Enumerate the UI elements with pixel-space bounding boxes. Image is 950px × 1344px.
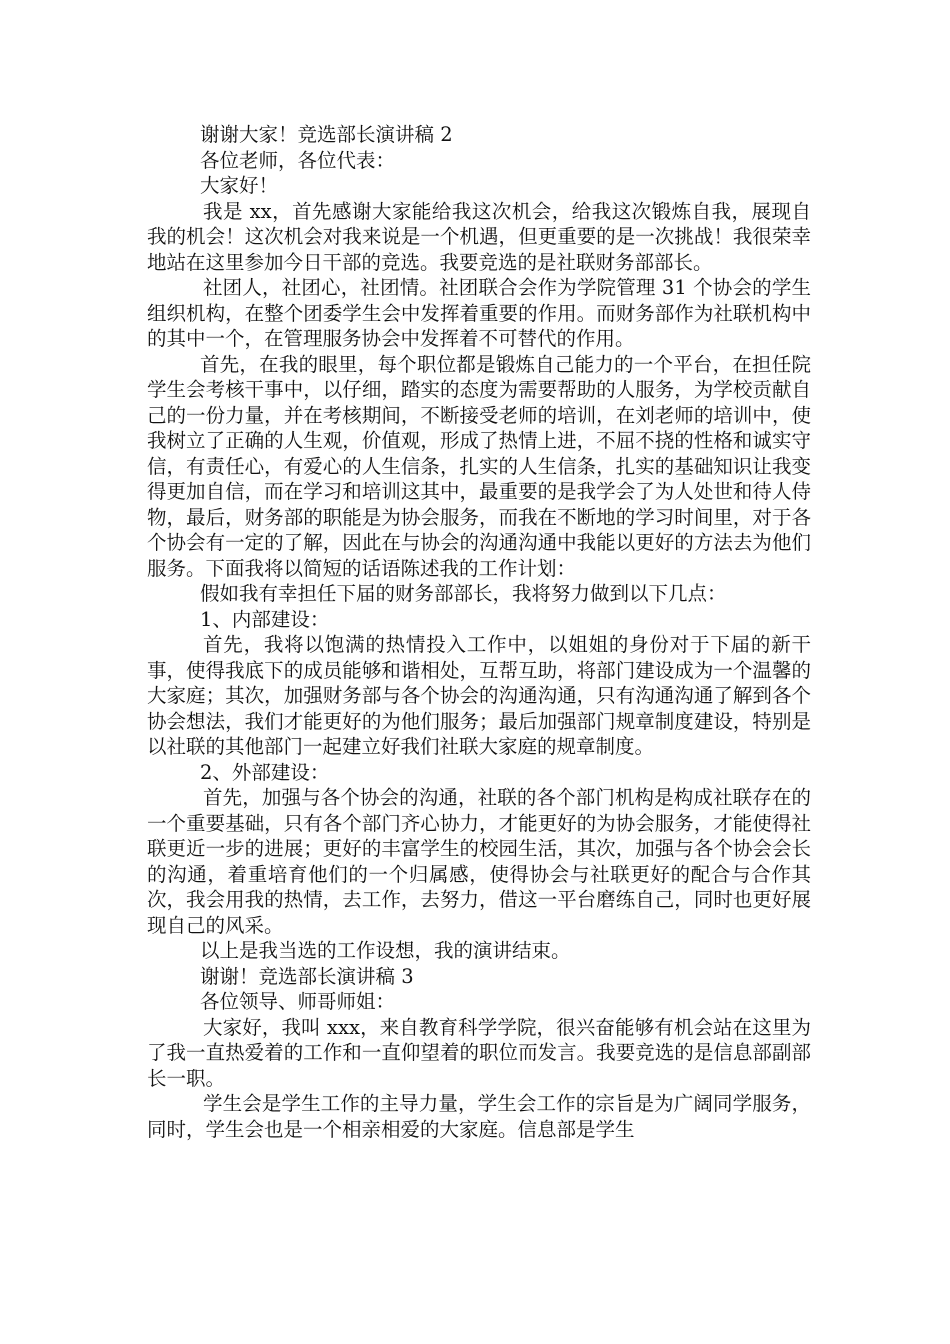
speech-3-title: 谢谢！竞选部长演讲稿 3: [200, 964, 414, 988]
heading-internal: 1、内部建设：: [200, 607, 330, 631]
greeting: 大家好！: [200, 174, 279, 197]
paragraph-plan-intro: 假如我有幸担任下届的财务部部长，我将努力做到以下几点：: [200, 582, 727, 605]
salutation-leaders: 各位领导、师哥师姐：: [200, 990, 396, 1013]
paragraph-conclusion: 以上是我当选的工作设想，我的演讲结束。: [200, 939, 571, 962]
paragraph-internal: 首先，我将以饱满的热情投入工作中，以姐姐的身份对于下届的新干事，使得我底下的成员能够和谐相处，互帮互助，将部门建设成为一个温馨的大家庭；其次，加强财务部与各个协会的沟通沟通，只有沟通沟通了解到各个协会想法，我们才能更好的为他们服务；最后加强部门规章制度建设，特别是以社联的其他部门一起建立好我们社联大家庭的规章制度。: [147, 633, 811, 758]
paragraph-intro: 我是 xx，首先感谢大家能给我这次机会，给我这次锻炼自我，展现自我的机会！这次机会对我来说是一个机遇，但更重要的是一次挑战！我很荣幸地站在这里参加今日干部的竞选。我要竞选的是社联财务部部长。: [147, 199, 811, 274]
paragraph-external: 首先，加强与各个协会的沟通，社联的各个部门机构是构成社联存在的一个重要基础，只有各个部门齐心协力，才能更好的为协会服务，才能使得社联更近一步的进展；更好的丰富学生的校园生活，其次，加强与各个协会会长的沟通，着重培育他们的一个归属感，使得协会与社联更好的配合与合作其次，我会用我的热情，去工作，去努力，借这一平台磨练自己，同时也更好展现自己的风采。: [147, 786, 811, 937]
document-body: [147, 122, 811, 1142]
paragraph-club-union: 社团人，社团心，社团情。社团联合会作为学院管理 31 个协会的学生组织机构，在整个团委学生会中发挥着重要的作用。而财务部作为社联机构中的其中一个，在管理服务协会中发挥着不可替代的作用。: [147, 276, 811, 350]
salutation-teachers: 各位老师，各位代表：: [200, 148, 396, 172]
paragraph-speech3-union: 学生会是学生工作的主导力量，学生会工作的宗旨是为广阔同学服务，同时，学生会也是一个相亲相爱的大家庭。信息部是学生: [147, 1092, 811, 1141]
paragraph-experience: 首先，在我的眼里，每个职位都是锻炼自己能力的一个平台，在担任院学生会考核干事中，以仔细，踏实的态度为需要帮助的人服务，为学校贡献自己的一份力量，并在考核期间，不断接受老师的培训，在刘老师的培训中，使我树立了正确的人生观，价值观，形成了热情上进，不屈不挠的性格和诚实守信，有责任心，有爱心的人生信条，扎实的人生信条，扎实的基础知识让我变得更加自信，而在学习和培训这其中，最重要的是我学会了为人处世和待人侍物，最后，财务部的职能是为协会服务，而我在不断地的学习时间里，对于各个协会有一定的了解，因此在与协会的沟通沟通中我能以更好的方法去为他们服务。下面我将以简短的话语陈述我的工作计划：: [147, 352, 811, 580]
heading-external: 2、外部建设：: [200, 760, 330, 784]
paragraph-speech3-intro: 大家好，我叫 xxx，来自教育科学学院，很兴奋能够有机会站在这里为了我一直热爱着的工作和一直仰望着的职位而发言。我要竞选的是信息部副部长一职。: [147, 1015, 811, 1090]
speech-2-closing-title: 谢谢大家！竞选部长演讲稿 2: [200, 123, 453, 146]
